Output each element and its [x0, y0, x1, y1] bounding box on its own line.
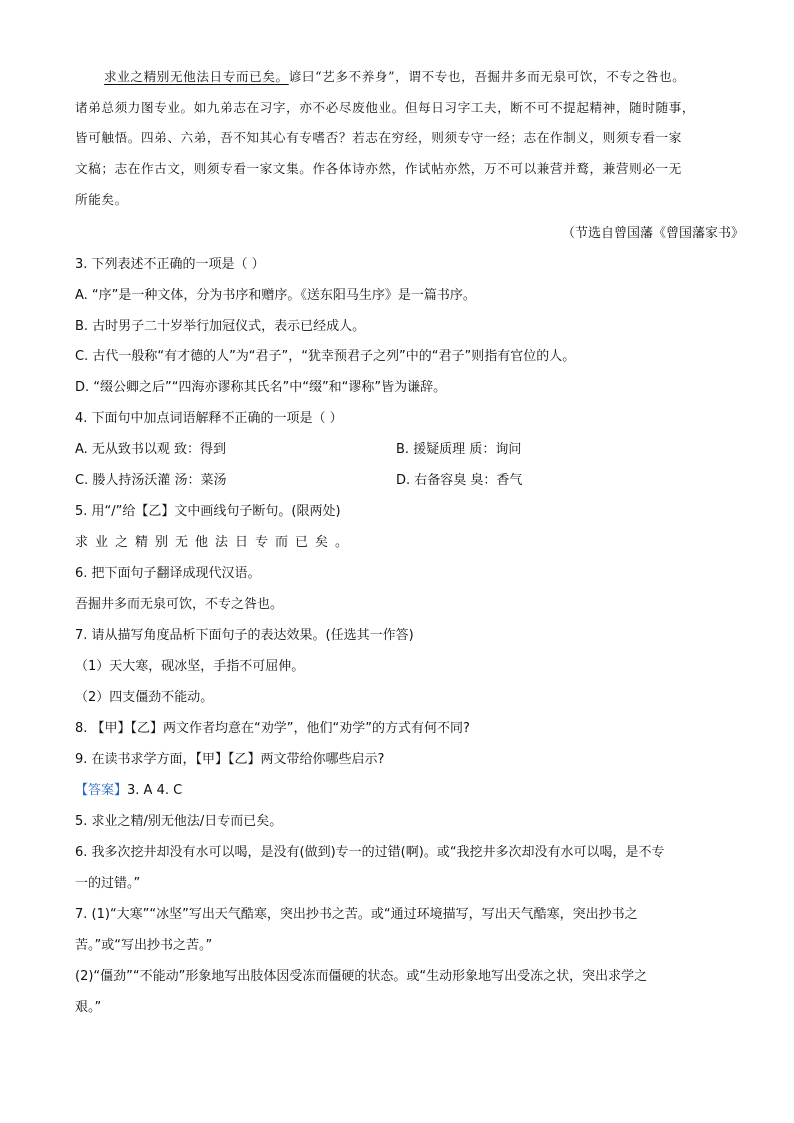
answer-label: 【答案】	[75, 783, 128, 798]
question-8: 8. 【甲】【乙】两文作者均意在“劝学”，他们“劝学”的方式有何不同?	[75, 721, 470, 736]
question-6: 6. 把下面句子翻译成现代汉语。	[75, 566, 261, 581]
answer-7-line-4: 艰。”	[75, 1000, 102, 1015]
q3-option-a: A. “序”是一种文体，分为书序和赠序。《送东阳马生序》是一篇书序。	[75, 288, 476, 303]
q3-option-b: B. 古时男子二十岁举行加冠仪式，表示已经成人。	[75, 319, 366, 334]
underlined-sentence: 求业之精别无他法日专而已矣。	[104, 69, 289, 84]
passage-source: （节选自曾国藩《曾国藩家书》	[561, 226, 744, 241]
q4-option-a: A. 无从致书以观 致：得到	[75, 442, 227, 457]
q7-item-1: （1）天大寒，砚冰坚，手指不可屈伸。	[75, 659, 305, 674]
passage-text: 谚曰“艺多不养身”，谓不专也，吾掘井多而无泉可饮，不专之咎也。	[288, 69, 686, 84]
answer-7-line-1: 7. (1)“大寒”“冰坚”写出天气酷寒，突出抄书之苦。或“通过环境描写，写出天气酷寒，突出抄书之	[75, 907, 638, 922]
answer-6-line-1: 6. 我多次挖井却没有水可以喝，是没有(做到)专一的过错(啊)。或“我挖井多次却没有水可以喝，是不专	[75, 845, 665, 860]
answer-5: 5. 求业之精/别无他法/日专而已矣。	[75, 814, 283, 829]
q3-option-c: C. 古代一般称“有才德的人”为“君子”，“犹幸预君子之列”中的“君子”则指有官位的人。	[75, 349, 576, 364]
passage-line-3: 皆可触悟。四弟、六弟，吾不知其心有专嗜否？若志在穷经，则须专守一经；志在作制义，则须专看一家	[75, 130, 682, 145]
q7-item-2: （2）四支僵劲不能动。	[75, 690, 214, 705]
passage-line-2: 诸弟总须力图专业。如九弟志在习字，亦不必尽废他业。但每日习字工夫，断不可不提起精神，随时随事，	[75, 100, 696, 115]
passage-line-1	[104, 67, 685, 87]
q6-sentence: 吾掘井多而无泉可饮，不专之咎也。	[75, 597, 284, 612]
q4-option-c: C. 媵人持汤沃灌 汤：菜汤	[75, 473, 227, 488]
question-7: 7. 请从描写角度品析下面句子的表达效果。(任选其一作答)	[75, 628, 414, 643]
passage-line-5: 所能矣。	[75, 192, 128, 207]
answer-3-4: 3. A 4. C	[127, 783, 183, 798]
answer-7-line-2: 苦。”或“写出抄书之苦。”	[75, 938, 213, 953]
q5-sentence: 求业之精别无他法日专而已矣。	[75, 535, 356, 550]
question-5: 5. 用“/”给【乙】文中画线句子断句。(限两处)	[75, 504, 341, 519]
q4-option-d: D. 右备容臭 臭：香气	[396, 473, 523, 488]
question-4: 4. 下面句中加点词语解释不正确的一项是（ ）	[75, 411, 343, 426]
answer-row	[75, 781, 182, 801]
passage-line-4: 文稿；志在作古文，则须专看一家文集。作各体诗亦然，作试帖亦然，万不可以兼营并鹜，兼营则必一无	[75, 161, 682, 176]
q3-option-d: D. “缀公卿之后”“四海亦谬称其氏名”中“缀”和“谬称”皆为谦辞。	[75, 380, 447, 395]
question-9: 9. 在读书求学方面，【甲】【乙】两文带给你哪些启示?	[75, 752, 385, 767]
answer-6-line-2: 一的过错。”	[75, 876, 141, 891]
question-3: 3. 下列表述不正确的一项是（ ）	[75, 257, 265, 272]
answer-7-line-3: (2)“僵劲”“不能动”形象地写出肢体因受冻而僵硬的状态。或“生动形象地写出受冻之状，突出求学之	[75, 969, 648, 984]
q4-option-b: B. 援疑质理 质：询问	[396, 442, 522, 457]
